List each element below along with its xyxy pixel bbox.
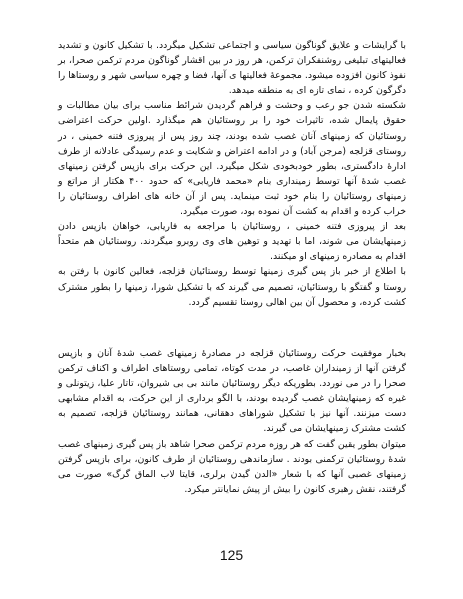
- page-number: 125: [219, 547, 244, 563]
- paragraph: با گرایشات و علایق گوناگون سیاسی و اجتماعی تشکیل میگردد. با تشکیل کانون و تشدید فعالیتهای تبلیغی روشنفکران ترکمن، هر روز در بین اقشار گوناگون مردم ترکمن صحرا، بر نفوذ کانون افزوده میشود. مجموعهٔ فعالیتها ی آنها، فضا و چهره سیاسی شهر و روستاها را دگرگون کرده ، نمای تازه ای به منطقه میدهد.: [58, 40, 406, 97]
- paragraph: شکسته شدن جو رعب و وحشت و فراهم گردیدن شرائط مناسب برای بیان مطالبات و حقوق پایمال شده، تاثیرات خود را بر روستائیان هم میگذارد .اولین حرکت اعتراضی روستائیان که زمینهای آنان غصب شده بودند، چند روز پس از پیروزی فتنه خمینی ، در روستای قزلجه (مرجن آباد) و در ادامه اعتراض و شکایت و عدم رسیدگی عادلانه از طرف ادارهٔ دادگستری، بطور خودبخودی شکل میگیرد. این حرکت برای بازپس گرفتن زمینهای غصب شدهٔ آنها توسط زمینداری بنام «محمد فاریابی» که حدود ۴۰۰ هکتار از مراتع و زمینهای روستائیان را بنام خود ثبت مینماید. پس از آن خانه های اطراف روستائیان را خراب کرده و اقدام به کشت آن نموده بود، صورت میگیرد.: [58, 100, 406, 218]
- body-text-section-2: [58, 346, 406, 497]
- body-text-section-1: [58, 38, 406, 310]
- paragraph: با اطلاع از خبر باز پس گیری زمینها توسط روستائیان قزلجه، فعالین کانون با رفتن به روستا و گفتگو با روستائیان، تصمیم می گیرند که با تشکیل شورا، زمینها را بطور مشترک کشت کرده، و محصول آن بین اهالی روستا تقسیم گردد.: [58, 266, 406, 308]
- paragraph: بعد از پیروزی فتنه خمینی ، روستائیان با مراجعه به فاریابی، خواهان بازپس دادن زمینهایشان می شوند، اما با تهدید و توهین های وی روبرو میگردند. روستائیان هم متحداً اقدام به مصادره زمینهای او میکنند.: [58, 221, 406, 263]
- paragraph: بخبار موفقیت حرکت روستائیان قزلجه در مصادرهٔ زمینهای غصب شدهٔ آنان و بازپس گرفتن آنها از زمینداران غاصب، در مدت کوتاه، تمامی روستاهای اطراف و اکناف ترکمن صحرا را در می نوردد. بطوریکه دیگر روستائیان مانند بی بی شیروان، تاتار علیا، زیتونلی و غیره که زمینهایشان غصب گردیده بودند، با الگو برداری از این حرکت، به اقدام مشابهی دست میزنند. آنها نیز با تشکیل شوراهای دهقانی، همانند روستائیان قزلجه، تصمیم به کشت مشترک زمینهایشان می گیرند.: [58, 348, 406, 435]
- paragraph: میتوان بطور یقین گفت که هر روزه مردم ترکمن صحرا شاهد باز پس گیری زمینهای غصب شدهٔ روستائیان ترکمنی بودند . سازماندهی روستائیان از طرف کانون، برای بازپس گرفتن زمینهای غصبی آنها که با شعار «الدن گیدن برلری، قایتا لاب الماق گرگ» صورت می گرفتند، نقش رهبری کانون را بیش از پیش نمایانتر میکرد.: [58, 438, 406, 495]
